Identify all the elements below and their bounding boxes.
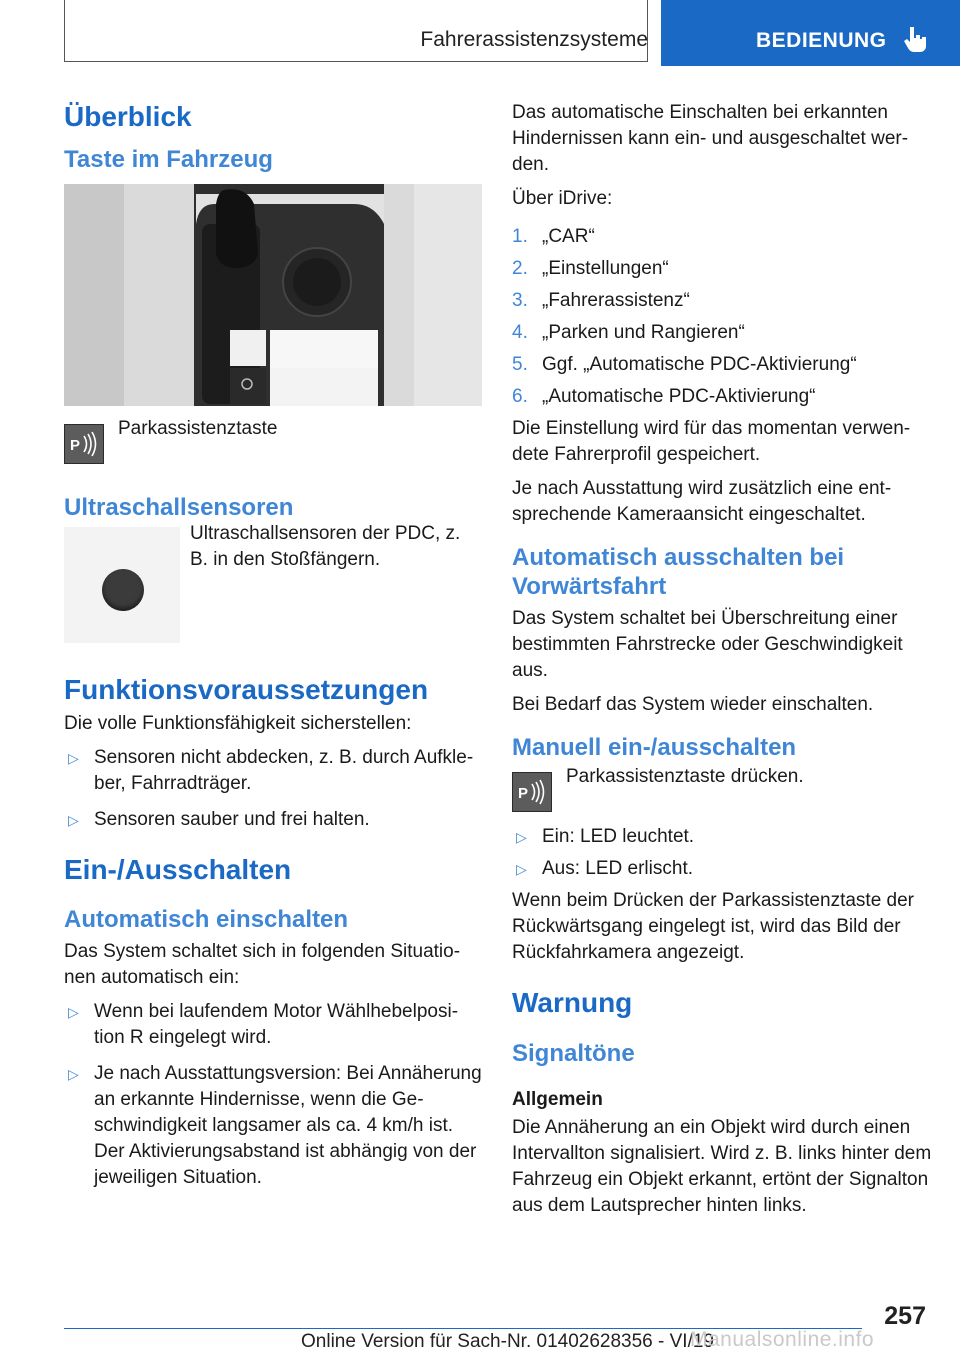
watermark: Manualsonline.info [690,1328,875,1351]
triangle-bullet-icon: ▷ [516,861,527,878]
bedarf-text: Bei Bedarf das System wieder einschalten. [512,693,874,715]
auto-ein-intro: Das System schaltet sich in folgenden Situationen automatisch ein: [64,941,461,989]
list-item: ▷ Sensoren sauber und frei halten. [64,807,482,833]
list-item: ▷ Sensoren nicht abdecken, z. B. durch Aufkleber, Fahrradträger. [68,746,474,794]
park-assist-button-icon [64,424,104,464]
taste-legend [64,418,482,464]
list-item: 2. „Einstellungen“ [512,258,669,279]
funktion-intro: Die volle Funktionsfähigkeit sicherstellen: [64,712,412,734]
heading-manuell: Manuell ein-/ausschalten [512,733,797,761]
heading-funktionsvoraussetzungen: Funktionsvoraussetzungen [64,674,429,706]
idrive-label: Über iDrive: [512,188,613,209]
manuell-list [512,824,932,882]
chapter-label: BEDIENUNG [756,29,887,52]
kamera-text: Je nach Ausstattung wird zusätzlich eine entsprechende Kameraansicht eingeschaltet. [512,478,892,525]
footer-text: Online Version für Sach-Nr. 01402628356 - VI/19 [301,1331,714,1352]
heading-ueberblick: Überblick [64,101,192,132]
heading-taste-im-fahrzeug: Taste im Fahrzeug [64,145,273,173]
manuell-text: Parkassistenztaste drücken. [566,766,804,788]
sensor-illustration [64,527,180,643]
ultraschall-text: Ultraschallsensoren der PDC, z. B. in den Stoßfängern. [190,523,461,571]
profil-text: Die Einstellung wird für das momentan verwendete Fahrerprofil gespeichert. [512,418,911,465]
heading-signaltoene: Signaltöne [512,1039,635,1067]
list-item: ▷ Wenn bei laufendem Motor Wählhebelposition R eingelegt wird. [68,1001,459,1049]
svg-text:P: P [518,785,529,803]
taste-label: Parkassistenztaste [118,418,278,440]
heading-automatisch-ausschalten: Automatisch ausschalten bei Vorwärtsfahrt [512,544,845,600]
list-item: 5. Ggf. „Automatische PDC-Aktivierung“ [512,354,857,375]
allgemein-text: Die Annäherung an ein Objekt wird durch einen Intervallton signalisiert. Wird z. B. links hinter dem Fahrzeug ein Objekt erkannt, ertönt der Signalton aus dem Lautsprecher hinten links. [512,1116,932,1216]
page-number: 257 [884,1302,926,1330]
list-item: ▷ Ein: LED leuchtet. [512,824,932,850]
list-item: ▷ Je nach Ausstattungsversion: Bei Annäherung an erkannte Hindernisse, wenn die Geschwindigkeit langsamer als ca. 4 km/h ist. Der Aktivierungsabstand ist abhängig von der jeweiligen Situation. [68,1063,482,1189]
triangle-bullet-icon: ▷ [68,749,79,766]
funktion-list [64,745,482,833]
heading-ultraschallsensoren: Ultraschallsensoren [64,494,294,522]
triangle-bullet-icon: ▷ [68,1004,79,1021]
list-item: 3. „Fahrerassistenz“ [512,290,690,311]
list-item: 6. „Automatische PDC-Aktivierung“ [512,386,816,407]
triangle-bullet-icon: ▷ [516,829,527,846]
heading-ein-ausschalten: Ein-/Ausschalten [64,853,292,885]
header-chapter-tab [661,0,960,66]
list-item: 1. „CAR“ [512,226,595,247]
park-assist-button-icon [512,772,552,812]
auto-ein-list [64,999,482,1191]
left-column [64,100,482,1201]
console-photo [64,184,482,406]
heading-allgemein: Allgemein [512,1088,603,1110]
rueckwaerts-text: Wenn beim Drücken der Parkassistenztaste der Rückwärtsgang eingelegt ist, wird das Bild der Rückfahrkamera angezeigt. [512,890,914,964]
gear-console-illustration [64,184,482,406]
heading-automatisch-einschalten: Automatisch einschalten [64,906,349,934]
triangle-bullet-icon: ▷ [68,811,79,828]
heading-warnung: Warnung [512,987,633,1019]
list-item: ▷ Aus: LED erlischt. [512,856,932,882]
auto-aus-text: Das System schaltet bei Überschreitung einer bestimmten Fahrstrecke oder Geschwindigkeit aus. [512,607,903,681]
auto-intro: Das automatische Einschalten bei erkannten Hindernissen kann ein- und ausgeschaltet werden. [512,102,909,175]
list-item: 4. „Parken und Rangieren“ [512,322,745,343]
manuell-legend [512,766,932,812]
svg-text:P: P [70,437,81,455]
header-section-title: Fahrerassistenzsysteme [420,28,648,51]
ultraschall-legend [64,523,482,643]
triangle-bullet-icon: ▷ [68,1066,79,1083]
right-column [512,100,932,1227]
idrive-steps [512,224,932,410]
hand-pointer-icon [901,24,931,54]
sensor-dot-icon [102,569,144,611]
